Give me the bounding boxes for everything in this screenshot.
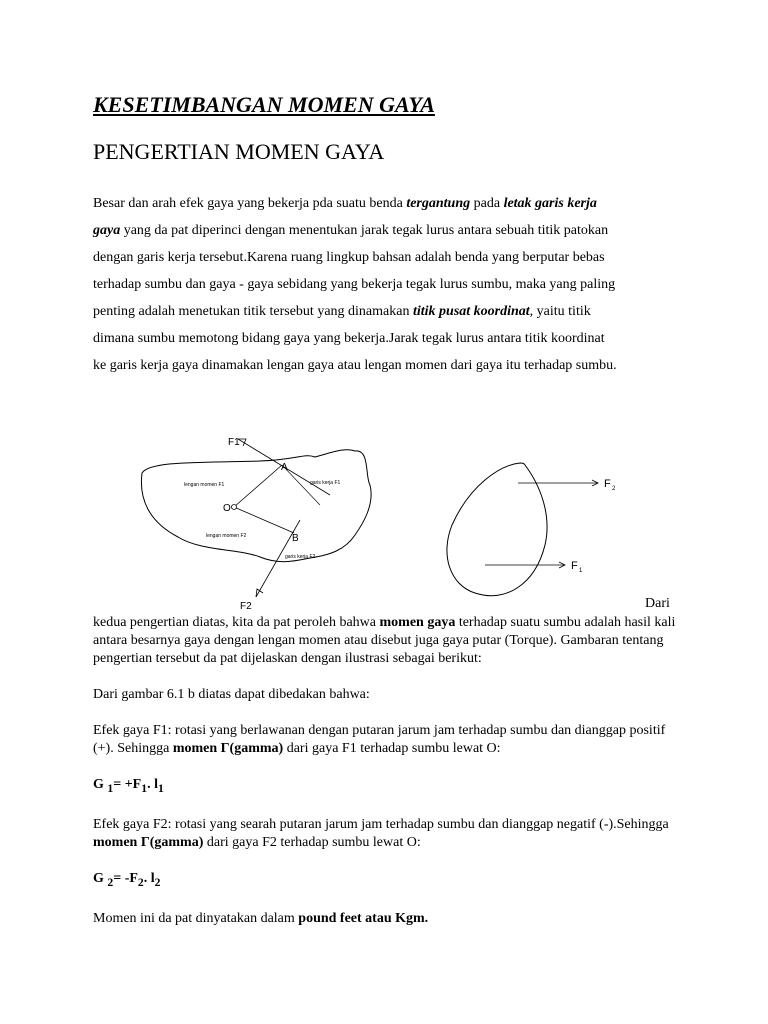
eq-subscript: 1 xyxy=(107,781,114,795)
text-run: dari gaya F2 terhadap sumbu lewat O: xyxy=(203,834,421,850)
paragraph-momen-gaya xyxy=(93,614,683,668)
paragraph-efek-f1 xyxy=(93,722,683,758)
label-f2: F2 xyxy=(240,601,252,612)
equation-g1 xyxy=(93,776,683,798)
label-b: B xyxy=(292,533,299,544)
intro-line-7: ke garis kerja gaya dinamakan lengan gaya atau lengan momen dari gaya itu terhadap sumbu. xyxy=(93,358,617,373)
text-run: Momen ini da pat dinyatakan dalam xyxy=(93,910,299,926)
intro-line-4: terhadap sumbu dan gaya - gaya sebidang yang bekerja tegak lurus sumbu, maka yang paling xyxy=(93,277,616,292)
text-run: Efek gaya F1: rotasi yang berlawanan dengan putaran jarum jam terhadap sumbu dan dianggap positif (+). Sehingga xyxy=(93,723,666,756)
eq-symbol: G xyxy=(93,777,108,792)
document-title: KESETIMBANGAN MOMEN GAYA xyxy=(93,92,435,117)
lever-arm-f1 xyxy=(234,465,282,507)
section-heading: PENGERTIAN MOMEN GAYA xyxy=(93,139,385,164)
paragraph-gambar: Dari gambar 6.1 b diatas dapat dibedakan bahwa: xyxy=(93,687,370,702)
intro-line-1 xyxy=(93,190,683,217)
eq-subscript: 2 xyxy=(107,875,114,889)
text-run: terhadap suatu sumbu adalah hasil kali antara besarnya gaya dengan lengan momen atau disebut juga gaya putar (Torque). Gambaran tentang pengertian tersebut da pat dijelaskan dengan ilustrasi sebagai berikut: xyxy=(93,615,676,666)
continuation-word: Dari xyxy=(645,596,670,611)
emphasis-titik-pusat-koordinat: titik pusat koordinat xyxy=(412,304,530,319)
eq-subscript: 1 xyxy=(157,781,164,795)
text-run: Besar dan arah efek gaya yang bekerja pda suatu benda xyxy=(93,196,407,211)
label-o: O xyxy=(223,503,231,514)
body-text xyxy=(93,614,683,928)
text-run: pada xyxy=(470,196,504,211)
text-run: dari gaya F1 terhadap sumbu lewat O: xyxy=(283,741,501,756)
eq-symbol: G xyxy=(93,870,108,886)
eq-term: . l xyxy=(147,777,158,792)
eq-term: = +F xyxy=(113,777,142,792)
label-garis-kerja-f2: garis kerja F2 xyxy=(285,554,316,560)
bold-units: pound feet atau Kgm. xyxy=(298,910,429,926)
intro-line-2 xyxy=(93,217,683,244)
bold-momen-gamma: momen Γ(gamma) xyxy=(93,834,204,850)
emphasis-letak-garis-kerja: letak garis kerja xyxy=(503,196,597,211)
emphasis-gaya: gaya xyxy=(93,223,121,238)
paragraph-efek-f2 xyxy=(93,816,683,852)
eq-term: . l xyxy=(143,870,155,886)
text-run: penting adalah menetukan titik tersebut yang dinamakan xyxy=(93,304,413,319)
label-right-f1-sub: 1 xyxy=(579,568,583,574)
label-right-f1: F xyxy=(571,560,578,572)
text-run: yang da pat diperinci dengan menentukan jarak tegak lurus antara sebuah titik patokan xyxy=(120,223,609,238)
label-a: A xyxy=(281,462,288,473)
bold-momen-gaya: momen gaya xyxy=(379,615,456,630)
intro-line-3: dengan garis kerja tersebut.Karena ruang lingkup bahsan adalah benda yang berputar bebas xyxy=(93,250,605,265)
text-run: kedua pengertian diatas, kita da pat peroleh bahwa xyxy=(93,615,380,630)
emphasis-tergantung: tergantung xyxy=(406,196,471,211)
eq-subscript: 1 xyxy=(141,781,148,795)
paragraph-satuan xyxy=(93,910,683,928)
moment-diagram xyxy=(130,425,650,615)
bold-momen-gamma: momen Γ(gamma) xyxy=(172,741,284,756)
label-right-f2: F xyxy=(604,478,611,490)
label-right-f2-sub: 2 xyxy=(612,486,616,492)
equation-g2 xyxy=(93,870,683,892)
pivot-point-o xyxy=(232,505,237,510)
label-lengan-momen-f2: lengan momen F2 xyxy=(206,533,247,539)
label-lengan-momen-f1: lengan momen F1 xyxy=(184,482,225,488)
intro-paragraph xyxy=(93,190,683,379)
lever-arm-f2 xyxy=(234,507,294,533)
eq-subscript: 2 xyxy=(154,875,161,889)
text-run: , yaitu titik xyxy=(529,304,591,319)
eq-subscript: 2 xyxy=(137,875,144,889)
eq-term: = -F xyxy=(113,870,138,886)
label-garis-kerja-f1: garis kerja F1 xyxy=(310,480,341,486)
text-run: Efek gaya F2: rotasi yang searah putaran jarum jam terhadap sumbu dan dianggap negatif (-).Sehingga xyxy=(93,816,669,832)
rigid-body-outline xyxy=(141,450,371,562)
intro-line-6: dimana sumbu memotong bidang gaya yang bekerja.Jarak tegak lurus antara titik koordinat xyxy=(93,331,605,346)
label-f1: F1 xyxy=(228,437,240,448)
intro-line-5 xyxy=(93,298,683,325)
